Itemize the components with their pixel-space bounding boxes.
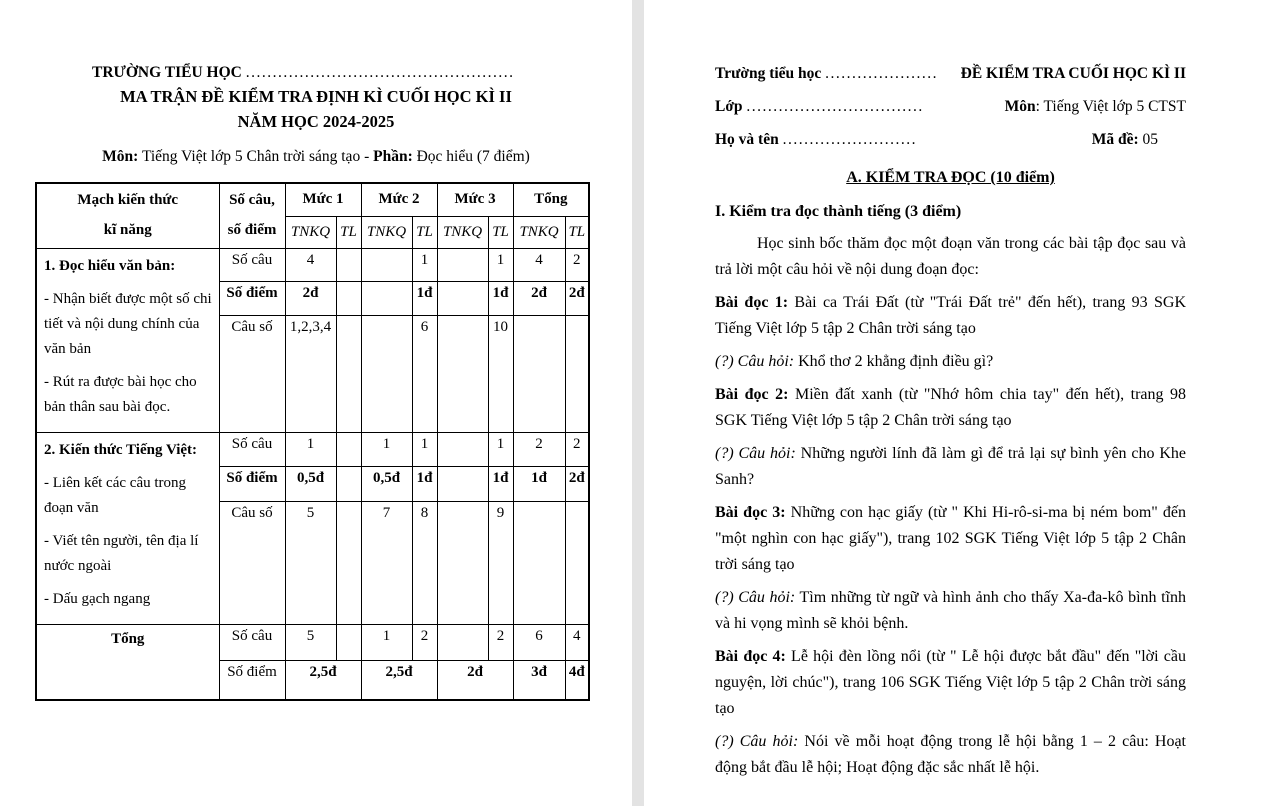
exam-school-label: Trường tiểu học xyxy=(715,65,826,82)
reading-3-label: Bài đọc 3: xyxy=(715,504,786,521)
matrix-cell xyxy=(336,315,361,432)
col-header-knowledge-line1: Mạch kiến thức xyxy=(77,192,179,209)
col-header-tl-total: TL xyxy=(565,216,589,248)
exam-class-line xyxy=(715,97,1186,117)
matrix-cell: 6 xyxy=(412,315,437,432)
exam-title: ĐỀ KIỂM TRA CUỐI HỌC KÌ II xyxy=(960,65,1186,82)
question-2-label: (?) Câu hỏi: xyxy=(715,445,796,462)
question-2 xyxy=(715,441,1186,493)
matrix-cell: 0,5đ xyxy=(361,467,412,502)
matrix-title: MA TRẬN ĐỀ KIỂM TRA ĐỊNH KÌ CUỐI HỌC KÌ II xyxy=(120,87,512,106)
question-1-text: Khổ thơ 2 khẳng định điều gì? xyxy=(794,353,994,370)
matrix-cell xyxy=(437,624,488,660)
matrix-cell: 2đ xyxy=(437,660,513,700)
exam-class-dots: ................................. xyxy=(746,98,924,115)
question-2-text: Những người lính đã làm gì để trả lại sự bình yên cho Khe Sanh? xyxy=(715,445,1187,488)
matrix-cell: 2 xyxy=(565,432,589,467)
row-label-socau: Số câu xyxy=(219,248,285,282)
matrix-cell: 2đ xyxy=(513,282,565,316)
matrix-cell xyxy=(437,501,488,624)
col-header-count-line1: Số câu, xyxy=(229,192,275,209)
sec2-bullet-2: - Viết tên người, tên địa lí nước ngoài xyxy=(44,532,199,574)
matrix-cell: 5 xyxy=(285,501,336,624)
matrix-cell: 1 xyxy=(412,432,437,467)
matrix-cell xyxy=(336,248,361,282)
matrix-cell: 1 xyxy=(488,432,513,467)
row-label-causo: Câu số xyxy=(219,315,285,432)
row-label-sodiem: Số điểm xyxy=(219,660,285,700)
matrix-table xyxy=(35,182,590,701)
sec2-bullet-3: - Dấu gạch ngang xyxy=(44,590,151,607)
reading-4-text: Lễ hội đèn lồng nổi (từ " Lễ hội được bắt đầu" đến "lời cầu nguyện, lời chúc"), trang 106 SGK Tiếng Việt lớp 5 tập 2 Chân trời sáng tạo xyxy=(715,648,1186,717)
subject-line xyxy=(0,147,632,167)
matrix-cell: 1đ xyxy=(412,467,437,502)
question-3 xyxy=(715,585,1186,637)
col-header-tl-1: TL xyxy=(336,216,361,248)
sec1-title: 1. Đọc hiểu văn bản: xyxy=(44,257,176,274)
exam-code-value: 05 xyxy=(1138,131,1158,148)
row-label-socau: Số câu xyxy=(219,432,285,467)
question-3-label: (?) Câu hỏi: xyxy=(715,589,796,606)
question-1 xyxy=(715,349,1186,375)
matrix-cell xyxy=(336,467,361,502)
col-header-tl-2: TL xyxy=(412,216,437,248)
matrix-cell: 10 xyxy=(488,315,513,432)
matrix-cell: 1 xyxy=(361,624,412,660)
matrix-cell: 1đ xyxy=(412,282,437,316)
matrix-cell xyxy=(336,432,361,467)
question-3-text: Tìm những từ ngữ và hình ảnh cho thấy Xa-đa-kô bình tĩnh và hi vọng mình sẽ khỏi bệnh. xyxy=(715,589,1186,632)
matrix-cell xyxy=(565,315,589,432)
matrix-cell xyxy=(437,467,488,502)
reading-aloud-heading: I. Kiểm tra đọc thành tiếng (3 điểm) xyxy=(715,203,962,220)
matrix-cell: 0,5đ xyxy=(285,467,336,502)
matrix-cell: 3đ xyxy=(513,660,565,700)
sec1-socau-row xyxy=(36,248,589,282)
matrix-cell xyxy=(437,248,488,282)
exam-subject-label: Môn xyxy=(1004,98,1036,115)
intro-paragraph: Học sinh bốc thăm đọc một đoạn văn trong các bài tập đọc sau và trả lời một câu hỏi về nội dung đoạn đọc: xyxy=(715,235,1186,278)
exam-class-label: Lớp xyxy=(715,98,747,115)
matrix-cell: 1 xyxy=(488,248,513,282)
col-header-count-line2: số điểm xyxy=(227,222,277,239)
row-label-causo: Câu số xyxy=(219,501,285,624)
sec2-socau-row xyxy=(36,432,589,467)
reading-item-3 xyxy=(715,500,1186,578)
matrix-cell: 2đ xyxy=(565,467,589,502)
reading-item-1 xyxy=(715,290,1186,342)
matrix-cell: 1đ xyxy=(488,467,513,502)
matrix-cell: 1đ xyxy=(488,282,513,316)
matrix-cell: 5 xyxy=(285,624,336,660)
matrix-cell xyxy=(437,315,488,432)
page-right-exam xyxy=(644,0,1266,806)
matrix-cell xyxy=(361,282,412,316)
matrix-cell xyxy=(361,315,412,432)
matrix-cell: 2đ xyxy=(565,282,589,316)
reading-3-text: Những con hạc giấy (từ " Khi Hi-rô-si-ma bị ném bom" đến "một nghìn con hạc giấy"), trang 102 SGK Tiếng Việt lớp 5 tập 2 Chân trời sáng tạo xyxy=(715,504,1186,573)
exam-name-line xyxy=(715,130,1186,150)
matrix-cell xyxy=(336,282,361,316)
total-socau-row xyxy=(36,624,589,660)
matrix-cell: 4 xyxy=(285,248,336,282)
col-header-tnkq-2: TNKQ xyxy=(361,216,412,248)
reading-4-label: Bài đọc 4: xyxy=(715,648,786,665)
matrix-cell: 1,2,3,4 xyxy=(285,315,336,432)
school-name-line xyxy=(92,64,632,82)
matrix-cell: 1 xyxy=(285,432,336,467)
matrix-cell: 2 xyxy=(488,624,513,660)
total-label-cell: Tổng xyxy=(36,624,219,700)
col-header-tnkq-1: TNKQ xyxy=(285,216,336,248)
col-header-level2: Mức 2 xyxy=(361,183,437,216)
reading-item-2 xyxy=(715,382,1186,434)
col-header-level3: Mức 3 xyxy=(437,183,513,216)
row-label-sodiem: Số điểm xyxy=(219,282,285,316)
row-label-socau: Số câu xyxy=(219,624,285,660)
school-year-title: NĂM HỌC 2024-2025 xyxy=(237,112,395,131)
question-1-label: (?) Câu hỏi: xyxy=(715,353,795,370)
page-left-matrix xyxy=(0,0,632,806)
matrix-cell: 1 xyxy=(361,432,412,467)
matrix-cell: 7 xyxy=(361,501,412,624)
matrix-cell: 8 xyxy=(412,501,437,624)
col-header-total: Tổng xyxy=(513,183,589,216)
exam-subject xyxy=(1005,97,1186,117)
exam-school-left xyxy=(715,64,938,84)
col-header-level1: Mức 1 xyxy=(285,183,361,216)
matrix-cell: 2 xyxy=(565,248,589,282)
sec1-bullet-1: - Nhận biết được một số chi tiết và nội dung chính của văn bản xyxy=(44,290,212,357)
reading-1-text: Bài ca Trái Đất (từ "Trái Đất trẻ" đến hết), trang 93 SGK Tiếng Việt lớp 5 tập 2 Chân trời sáng tạo xyxy=(715,294,1187,337)
exam-code xyxy=(1092,130,1158,150)
section-a-heading: A. KIỂM TRA ĐỌC (10 điểm) xyxy=(846,169,1055,186)
exam-name-label: Họ và tên xyxy=(715,131,783,148)
part-label: Phần: xyxy=(373,148,413,165)
sec2-title: 2. Kiến thức Tiếng Việt: xyxy=(44,441,198,458)
sec1-bullet-2: - Rút ra được bài học cho bản thân sau bài đọc. xyxy=(44,373,197,415)
question-4-text: Nói về mỗi hoạt động trong lễ hội bằng 1 – 2 câu: Hoạt động bắt đầu lễ hội; Hoạt động đặc sắc nhất lễ hội. xyxy=(715,733,1187,776)
matrix-header-row-1 xyxy=(36,183,589,216)
reading-item-4 xyxy=(715,644,1186,722)
col-header-tnkq-3: TNKQ xyxy=(437,216,488,248)
matrix-cell: 4 xyxy=(565,624,589,660)
matrix-cell: 2,5đ xyxy=(285,660,361,700)
question-4-label: (?) Câu hỏi: xyxy=(715,733,799,750)
matrix-cell xyxy=(513,501,565,624)
matrix-cell xyxy=(361,248,412,282)
school-dotted-line: .................................................. xyxy=(245,64,515,81)
sec1-knowledge-cell xyxy=(36,248,219,432)
matrix-cell: 1đ xyxy=(513,467,565,502)
matrix-cell xyxy=(437,282,488,316)
exam-subject-value: : Tiếng Việt lớp 5 CTST xyxy=(1035,98,1186,115)
exam-class-left xyxy=(715,97,924,117)
school-label: TRƯỜNG TIỂU HỌC xyxy=(92,64,246,81)
question-4 xyxy=(715,729,1186,781)
reading-2-label: Bài đọc 2: xyxy=(715,386,789,403)
matrix-cell: 2 xyxy=(412,624,437,660)
matrix-cell xyxy=(336,624,361,660)
part-text: Đọc hiểu (7 điểm) xyxy=(412,148,530,165)
col-header-tl-3: TL xyxy=(488,216,513,248)
matrix-cell: 2đ xyxy=(285,282,336,316)
col-header-knowledge-line2: kĩ năng xyxy=(103,222,152,239)
matrix-cell xyxy=(437,432,488,467)
subject-label: Môn: xyxy=(102,148,139,165)
row-label-sodiem: Số điểm xyxy=(219,467,285,502)
matrix-cell xyxy=(565,501,589,624)
matrix-cell: 4 xyxy=(513,248,565,282)
sec2-bullet-1: - Liên kết các câu trong đoạn văn xyxy=(44,474,187,516)
exam-school-line xyxy=(715,64,1186,84)
matrix-cell: 1 xyxy=(412,248,437,282)
subject-text: Tiếng Việt lớp 5 Chân trời sáng tạo - xyxy=(138,148,374,165)
matrix-cell xyxy=(513,315,565,432)
matrix-cell xyxy=(336,501,361,624)
col-header-count xyxy=(219,183,285,248)
sec2-knowledge-cell xyxy=(36,432,219,624)
col-header-knowledge xyxy=(36,183,219,248)
exam-school-dots: ..................... xyxy=(825,65,939,82)
reading-2-text: Miền đất xanh (từ "Nhớ hôm chia tay" đến hết), trang 98 SGK Tiếng Việt lớp 5 tập 2 Chân trời sáng tạo xyxy=(715,386,1186,429)
matrix-cell: 6 xyxy=(513,624,565,660)
matrix-cell: 9 xyxy=(488,501,513,624)
matrix-cell: 4đ xyxy=(565,660,589,700)
matrix-cell: 2 xyxy=(513,432,565,467)
exam-name-dots: ......................... xyxy=(782,131,917,148)
reading-1-label: Bài đọc 1: xyxy=(715,294,789,311)
col-header-tnkq-total: TNKQ xyxy=(513,216,565,248)
matrix-cell: 2,5đ xyxy=(361,660,437,700)
exam-code-label: Mã đề: xyxy=(1091,131,1139,148)
page-divider xyxy=(632,0,644,806)
exam-name-left xyxy=(715,130,917,150)
